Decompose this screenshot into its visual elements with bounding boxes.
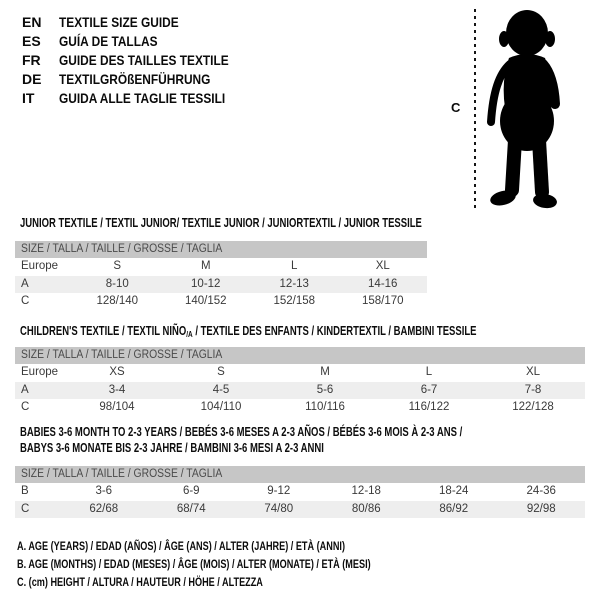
table-row-height: [15, 399, 585, 417]
size-header-label: SIZE / TALLA / TAILLE / GRÖSSE / TAGLIA: [21, 349, 223, 361]
value-cell: L: [425, 366, 433, 378]
size-header-bar: [15, 241, 427, 258]
junior-section-title-text: JUNIOR TEXTILE / TEXTIL JUNIOR/ TEXTILE JUNIOR / JUNIORTEXTIL / JUNIOR TESSILE: [20, 216, 422, 230]
language-row: [22, 32, 259, 51]
table-row-height: [15, 501, 585, 519]
value-cell: 92/98: [526, 502, 556, 515]
babies-size-table: [15, 466, 585, 518]
value-cell: 68/74: [176, 502, 206, 515]
size-header-label: SIZE / TALLA / TAILLE / GRÖSSE / TAGLIA: [21, 243, 223, 255]
value-cell: 6-9: [182, 485, 200, 497]
babies-title-line1: BABIES 3-6 MONTH TO 2-3 YEARS / BEBÉS 3-6 MESES A 2-3 AÑOS / BÉBÉS 3-6 MOIS À 2-3 ANS /: [20, 425, 463, 439]
table-row-europe: [15, 364, 585, 382]
children-title-subscript: /A: [186, 329, 193, 339]
junior-size-table: [15, 241, 427, 311]
table-row-months: [15, 483, 585, 501]
value-cell: XS: [109, 366, 125, 378]
value-cell: 116/122: [408, 401, 450, 413]
children-title-post: / TEXTILE DES ENFANTS / KINDERTEXTIL / BAMBINI TESSILE: [192, 324, 477, 338]
value-cell: 104/110: [200, 401, 242, 413]
language-row: [22, 70, 259, 89]
value-cell: S: [113, 260, 122, 272]
value-cell: S: [217, 366, 225, 378]
value-cell: 6-7: [420, 383, 438, 396]
table-row-age: [15, 382, 585, 400]
footnote-a-text: A. AGE (YEARS) / EDAD (AÑOS) / ÂGE (ANS) / ALTER (JAHRE) / ETÀ (ANNI): [17, 539, 345, 553]
language-title: TEXTILGRÖßENFÜHRUNG: [59, 71, 211, 87]
value-cell: 12-18: [351, 485, 381, 497]
value-cell: 3-4: [108, 383, 126, 396]
value-cell: 9-12: [267, 485, 291, 497]
footnote-legend: [17, 537, 482, 591]
footnote-c-text: C. (cm) HEIGHT / ALTURA / HAUTEUR / HÖHE / ALTEZZA: [17, 575, 263, 589]
language-title-list: [22, 13, 259, 108]
value-cell: 140/152: [184, 295, 227, 307]
language-code: FR: [22, 52, 41, 68]
value-cell: 62/68: [89, 502, 119, 515]
row-label-cell: C: [21, 295, 30, 307]
row-label-cell: Europe: [21, 260, 59, 272]
value-cell: L: [291, 260, 298, 272]
value-cell: 18-24: [439, 485, 469, 497]
language-code: ES: [22, 33, 41, 49]
footnote-a: [17, 537, 482, 555]
children-size-table: [15, 347, 585, 417]
table-row-europe: [15, 258, 427, 276]
value-cell: 122/128: [512, 401, 554, 413]
row-label-cell: C: [21, 502, 30, 515]
language-row: [22, 51, 259, 70]
language-code: IT: [22, 90, 35, 106]
value-cell: 4-5: [212, 383, 230, 396]
language-row: [22, 89, 259, 108]
table-row-age: [15, 276, 427, 294]
size-header-bar: [15, 466, 585, 483]
value-cell: 86/92: [439, 502, 469, 515]
value-cell: 3-6: [95, 485, 113, 497]
babies-title-line2: BABYS 3-6 MONATE BIS 2-3 JAHRE / BAMBINI 3-6 MESI A 2-3 ANNI: [20, 441, 324, 455]
value-cell: 74/80: [264, 502, 294, 515]
row-label-cell: A: [21, 383, 29, 396]
row-label-cell: B: [21, 485, 29, 497]
value-cell: 80/86: [351, 502, 381, 515]
children-title-pre: CHILDREN'S TEXTILE / TEXTIL NIÑO: [20, 324, 187, 338]
value-cell: 8-10: [105, 277, 129, 290]
row-label-cell: C: [21, 401, 30, 413]
footnote-b-text: B. AGE (MONTHS) / EDAD (MESES) / ÂGE (MOIS) / ALTER (MONATE) / ETÀ (MESI): [17, 557, 371, 571]
value-cell: 12-13: [279, 277, 309, 290]
toddler-silhouette-icon: [482, 8, 578, 210]
language-code: DE: [22, 71, 42, 87]
language-code: EN: [22, 14, 42, 30]
value-cell: 98/104: [99, 401, 135, 413]
value-cell: 152/158: [273, 295, 316, 307]
value-cell: 14-16: [368, 277, 398, 290]
value-cell: XL: [375, 260, 390, 272]
value-cell: 110/116: [305, 401, 345, 413]
size-header-bar: [15, 347, 585, 364]
babies-section-title: [20, 424, 600, 456]
junior-section-title: [20, 216, 549, 230]
language-title: GUÍA DE TALLAS: [59, 33, 158, 49]
value-cell: 24-36: [526, 485, 556, 497]
language-title: GUIDA ALLE TAGLIE TESSILI: [59, 90, 226, 106]
row-label-cell: Europe: [21, 366, 59, 378]
footnote-b: [17, 555, 482, 573]
size-header-label: SIZE / TALLA / TAILLE / GRÖSSE / TAGLIA: [21, 468, 223, 480]
footnote-c: [17, 573, 482, 591]
language-title: TEXTILE SIZE GUIDE: [59, 14, 179, 30]
table-row-height: [15, 293, 427, 311]
children-section-title: [20, 324, 600, 339]
language-title: GUIDE DES TAILLES TEXTILE: [59, 52, 229, 68]
value-cell: 158/170: [361, 295, 404, 307]
value-cell: XL: [525, 366, 541, 378]
height-measure-dashed-line: [474, 9, 476, 208]
value-cell: 7-8: [524, 383, 542, 396]
height-measure-label: C: [451, 100, 461, 115]
value-cell: M: [200, 260, 211, 272]
value-cell: 10-12: [191, 277, 221, 290]
language-row: [22, 13, 259, 32]
row-label-cell: A: [21, 277, 29, 290]
value-cell: M: [320, 366, 330, 378]
children-section-title-text: [20, 324, 476, 339]
value-cell: 5-6: [316, 383, 334, 396]
value-cell: 128/140: [96, 295, 139, 307]
